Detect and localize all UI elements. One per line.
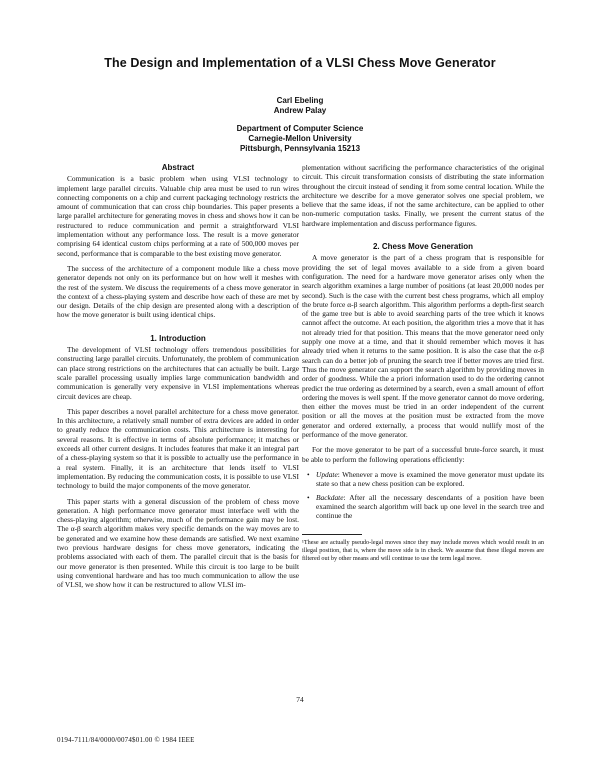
- affiliation-line: Pittsburgh, Pennsylvania 15213: [239, 144, 361, 153]
- list-item-text: : Whenever a move is examined the move generator must update its state so that a new chess position can be explored.: [316, 469, 544, 489]
- list-item: [316, 470, 544, 489]
- page-number: 74: [296, 695, 304, 704]
- abstract-paragraph: The success of the architecture of a component module like a chess move generator depends not only on its performance but on how well it meshes with the rest of the system. We discuss the requirements of a chess move generator in the context of a chess-playing system and describe how each of these are met by our design. Details of the chip design are presented along with a description of how the move generator is built using identical chips.: [57, 263, 299, 320]
- body-paragraph: This paper describes a novel parallel architecture for a chess move generator. In this architecture, a relatively small number of extra devices are added in order to greatly reduce the communication costs. This architecture is interesting for several reasons. It is effective in terms of absolute performance; it matches or exceeds all other current designs. It includes features that make it an integral part of a chess-playing system so that it is possible to actually use the performance in a real system. Finally, it is an architecture that lends itself to VLSI implementation. By reducing the communication costs, it is possible to use VLSI technology to build the major components of the move generator.: [57, 406, 299, 491]
- footnote-divider: [302, 534, 362, 535]
- abstract-heading: Abstract: [161, 163, 195, 172]
- section-heading-introduction: 1. Introduction: [150, 333, 206, 343]
- term-backdate: Backdate: [316, 492, 344, 502]
- right-column: [302, 163, 544, 562]
- body-paragraph: For the move generator to be part of a successful brute-force search, it must be able to perform the following operations efficiently:: [302, 445, 544, 464]
- list-item-text: : After all the necessary descendants of a position have been examined the search algorithm will back up one level in the search tree and continue the: [316, 492, 544, 521]
- list-item: [316, 493, 544, 521]
- author-block: [0, 96, 600, 116]
- footnote: ¹These are actually pseudo-legal moves since they may include moves which would result in an illegal position, that is, where the move side is in check. We assume that these illegal moves are filtered out by other means and will continue to use the term legal move.: [302, 539, 544, 562]
- affiliation-line: Department of Computer Science: [236, 124, 364, 133]
- term-update: Update: [316, 469, 338, 479]
- section-heading-chess-move-generation: 2. Chess Move Generation: [372, 242, 474, 252]
- body-paragraph: This paper starts with a general discussion of the problem of chess move generation. A high performance move generator must interface well with the chess-playing algorithm; otherwise, much of the performance gain may be lost. The α-β search algorithm makes very specific demands on the way moves are to be generated and we examine how these demands are satisfied. We next examine two previous hardware designs for chess move generators, indicating the problems associated with each of them. The parallel circuit that is the basis for our move generator is then presented. While this circuit is too large to be built using conventional hardware and has too much communication to allow the use of VLSI, we show how it can be restructured to allow VLSI im-: [57, 496, 299, 590]
- paper-title: The Design and Implementation of a VLSI Chess Move Generator: [104, 56, 496, 70]
- body-paragraph: The development of VLSI technology offers tremendous possibilities for constructing large parallel circuits. Unfortunately, the problem of communication can place strong restrictions on the architectures that can actually be built. Large scale parallel processing usually implies large communication bandwidth and communication is generally very expensive in VLSI implementations whereas circuit devices are cheap.: [57, 345, 299, 401]
- left-column: [57, 163, 299, 595]
- author-name: Carl Ebeling: [276, 96, 324, 105]
- copyright-line: 0194-7111/84/0000/0074$01.00 © 1984 IEEE: [57, 736, 195, 744]
- affiliation-line: Carnegie-Mellon University: [248, 134, 352, 143]
- body-paragraph: plementation without sacrificing the performance characteristics of the original circuit. This circuit transformation consists of distributing the state information throughout the circuit instead of sending it from some central location. While the architecture we describe for a move generator solves one special problem, we believe that the same ideas, if not the same architecture, can be applied to other non-numeric computation tasks. Finally, we present the current status of the hardware implementation and discuss performance figures.: [302, 163, 544, 228]
- author-name: Andrew Palay: [273, 106, 327, 115]
- affiliation-block: [0, 124, 600, 154]
- operations-list: [302, 470, 544, 520]
- abstract-paragraph: Communication is a basic problem when using VLSI technology to implement large parallel circuits. Valuable chip area must be used to run wires connecting components on a chip and current packaging technology restricts the amount of communication that can cross chip boundaries. This paper presents a large parallel architecture for generating moves in chess and shows how it can be restructured to reduce communication and permit a straightforward VLSI implementation without any performance loss. The result is a move generator comprising 64 identical custom chips performing at a rate of 500,000 moves per second, performance that is comparable to the best existing move generator.: [57, 174, 299, 258]
- body-paragraph: A move generator is the part of a chess program that is responsible for providing the set of legal moves available to a side from a given board configuration. The need for a hardware move generator arises only when the search algorithm examines a large number of positions (at least 20,000 nodes per second). Such is the case with the current best chess programs, which all employ the brute force α-β search algorithm. This algorithm performs a depth-first search of the game tree but is able to avoid searching parts of the tree which it knows cannot affect the outcome. At each position, the algorithm tries a move that it has not already tried for that position. This means that the move generator need only supply one move at a time, and that it should remember which moves it has already tried when it returns to the same position. It is also the case that the α-β search can do a better job of pruning the search tree if better moves are tried first. Thus the move generator can support the search algorithm by providing moves in order of goodness. While the a priori information used to do the ordering cannot predict the true ordering as determined by a search, even a small amount of effort ordering the moves is well spent. If the move generator cannot do move ordering, then either the moves must be tried in an order independent of the current position or all the moves at the position must be extracted from the move generator and ordered externally, a process that would nullify most of the performance of the move generator.: [302, 253, 544, 440]
